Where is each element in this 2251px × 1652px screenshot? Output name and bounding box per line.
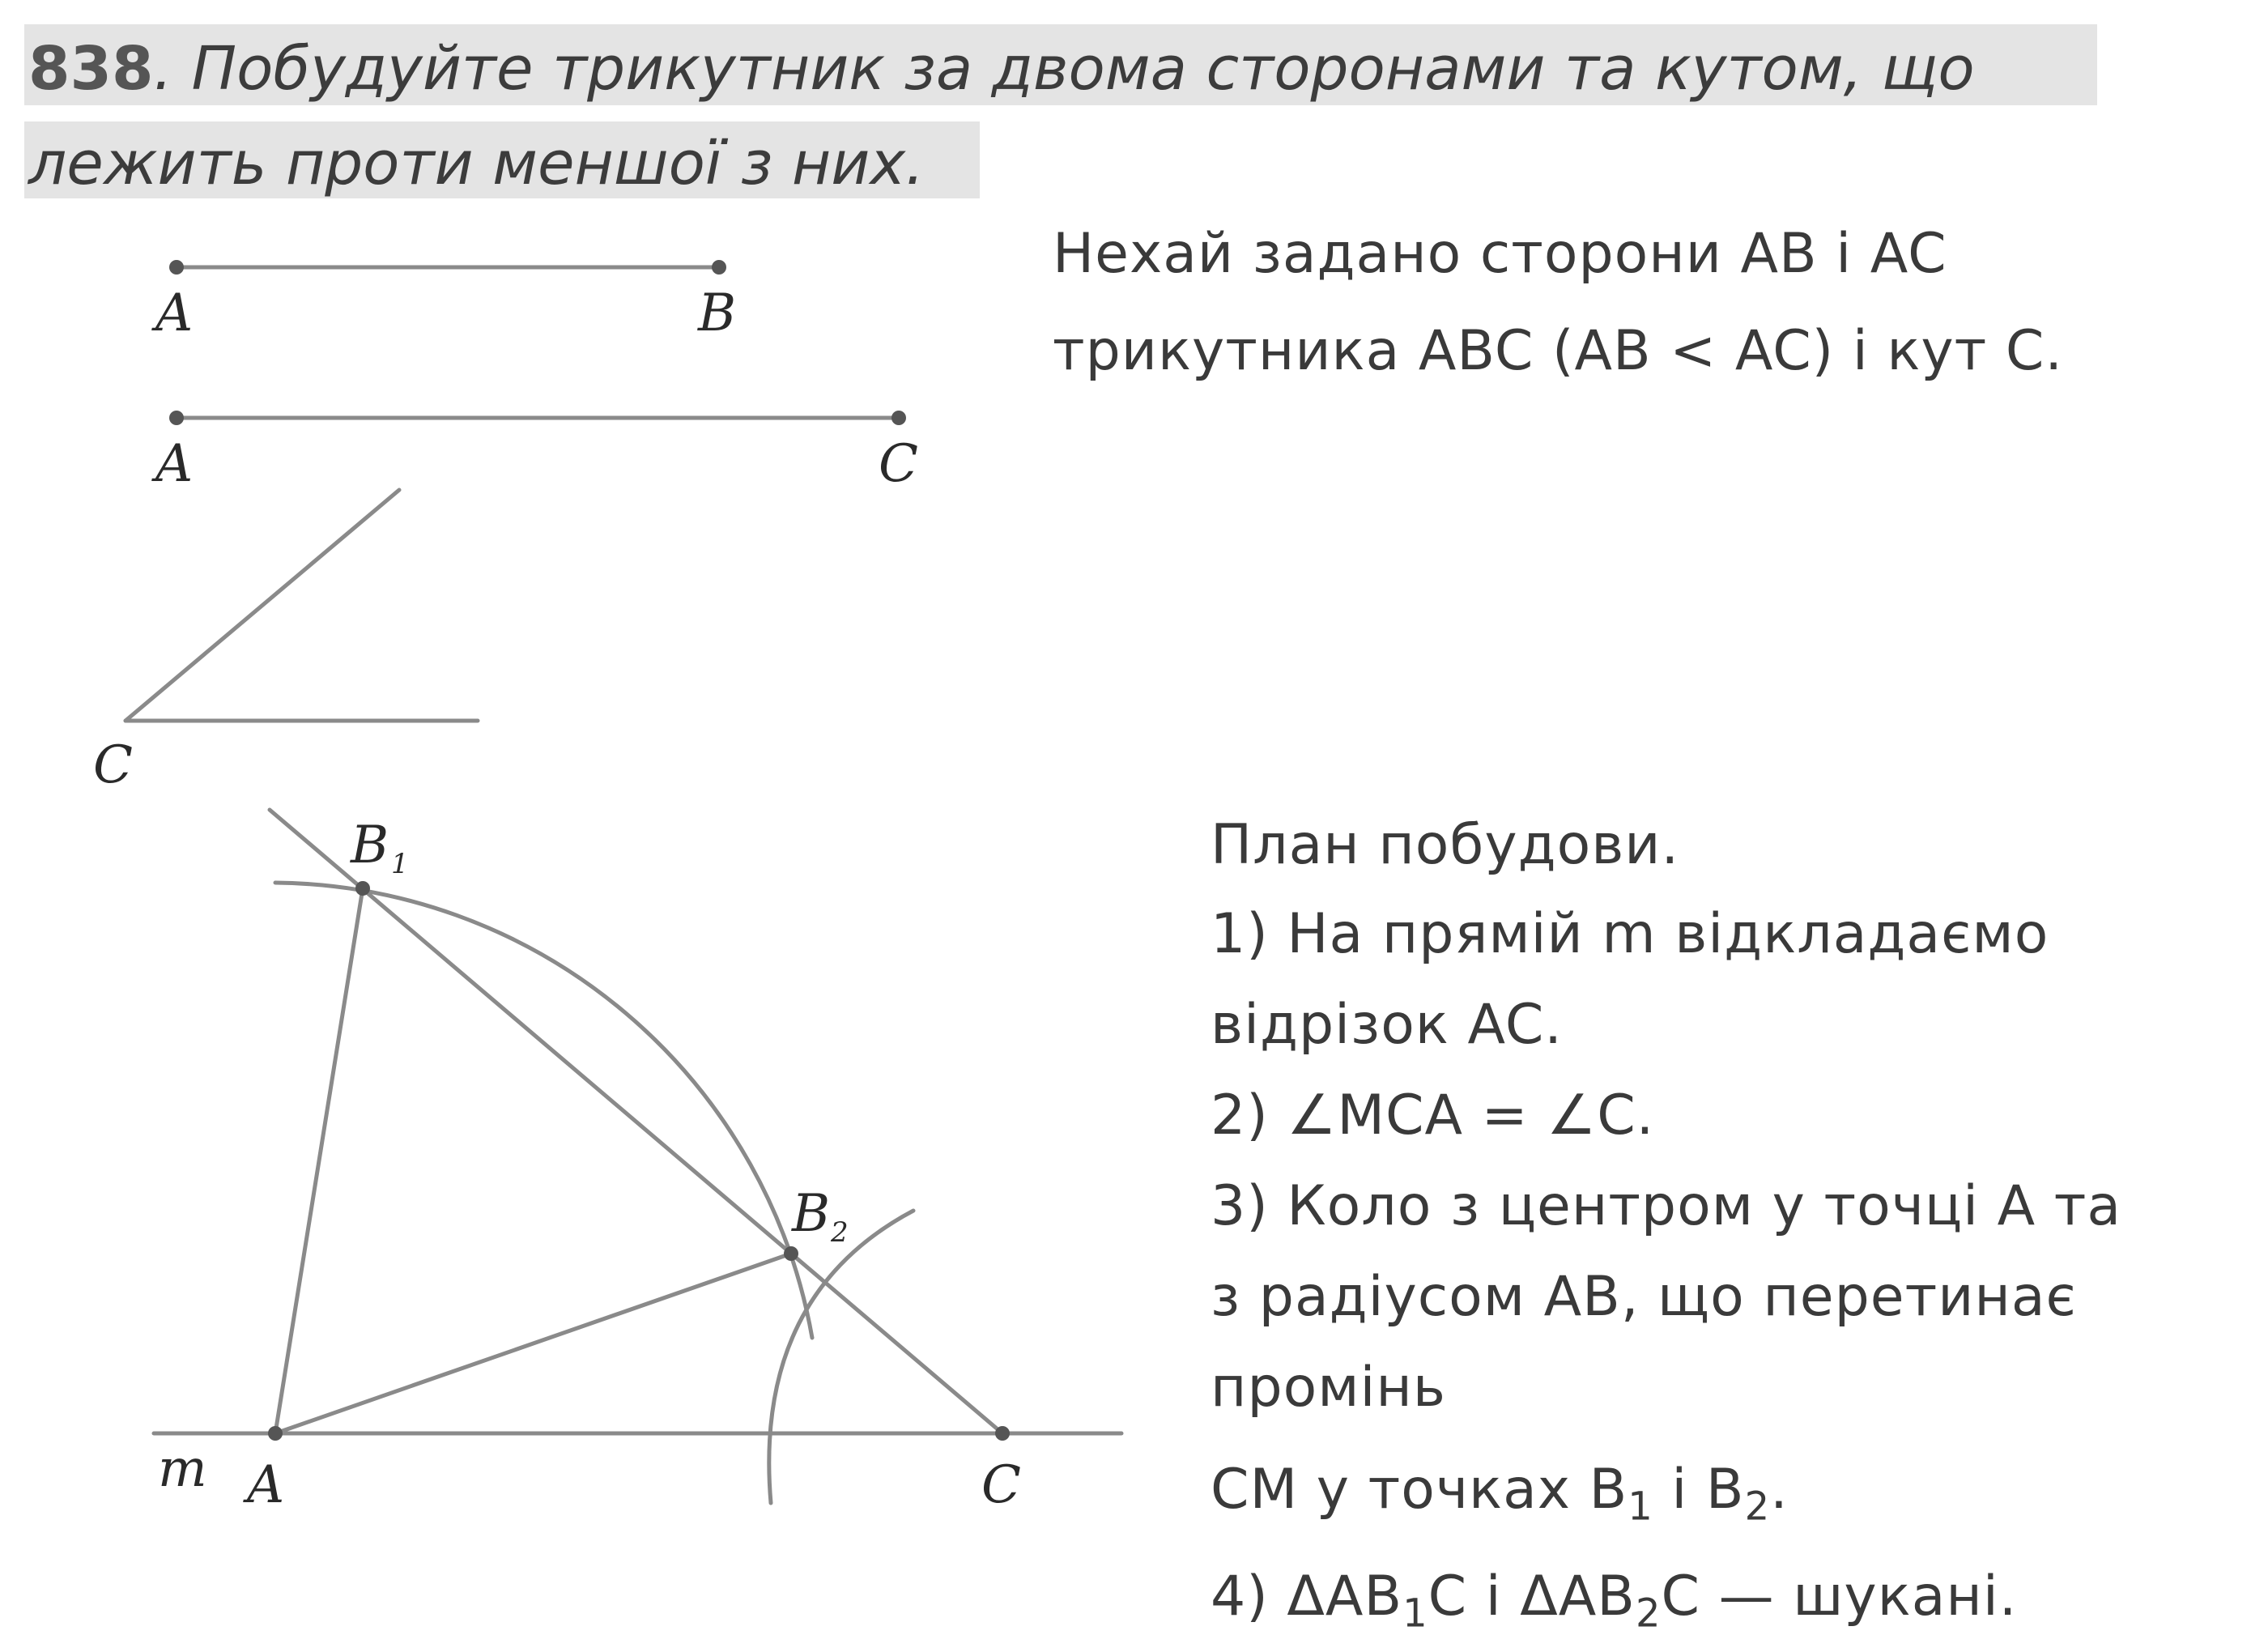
- label-seg2-c: C: [879, 434, 918, 494]
- label-seg1-b: B: [698, 283, 737, 343]
- point-seg1-b: [712, 260, 726, 275]
- label-c: C: [981, 1455, 1021, 1515]
- given-line2: трикутника ABC (AB < AC) і кут C.: [1053, 319, 2063, 383]
- point-seg2-a: [169, 411, 184, 425]
- label-b1-sub: 1: [391, 848, 409, 880]
- plan-step3-line3: промінь: [1211, 1356, 1446, 1420]
- task-number: 838: [28, 34, 154, 104]
- plan-step3-line4-pre: CM у точках B: [1211, 1458, 1628, 1522]
- angle-c-ray-upper: [126, 490, 399, 721]
- plan-step4-mid: C і ΔAB: [1428, 1565, 1636, 1629]
- plan-step3-line4-post: .: [1770, 1458, 1789, 1522]
- plan-step3-sub1: 1: [1628, 1484, 1653, 1530]
- point-seg1-a: [169, 260, 184, 275]
- plan-step3-sub2: 2: [1744, 1484, 1771, 1530]
- plan-step3-line1: 3) Коло з центром у точці A та: [1211, 1174, 2122, 1238]
- point-c: [995, 1426, 1010, 1441]
- point-seg2-c: [891, 411, 906, 425]
- ray-cm: [270, 810, 1002, 1433]
- point-b2: [784, 1246, 798, 1261]
- plan-step4-pre: 4) ΔAB: [1211, 1565, 1403, 1629]
- task-text-line2: лежить проти меншої з них.: [28, 129, 925, 198]
- plan-step4-sub1: 1: [1402, 1590, 1428, 1637]
- point-a: [268, 1426, 283, 1441]
- label-b2: B: [792, 1184, 831, 1244]
- side-ab2: [275, 1254, 791, 1433]
- label-seg1-a: A: [155, 283, 194, 343]
- plan-step2: 2) ∠MCA = ∠C.: [1211, 1084, 1655, 1147]
- plan-step3-line4-mid: і B: [1653, 1458, 1745, 1522]
- arc-radius-ab: [275, 883, 812, 1338]
- plan-title: План побудови.: [1211, 813, 1680, 877]
- label-angle-c: C: [93, 735, 133, 795]
- given-line1: Нехай задано сторони AB і AC: [1053, 222, 1947, 286]
- point-b1: [355, 881, 370, 896]
- label-b2-sub: 2: [831, 1216, 849, 1249]
- task-text-line1: . Побудуйте трикутник за двома сторонами та кутом, що: [153, 34, 1975, 104]
- label-b1: B: [351, 815, 389, 875]
- plan-step4-post: C — шукані.: [1661, 1565, 2018, 1629]
- plan-step3-line2: з радіусом AB, що перетинає: [1211, 1265, 2077, 1329]
- plan-step1-line2: відрізок AC.: [1211, 993, 1563, 1057]
- label-seg2-a: A: [155, 434, 194, 494]
- side-ab1: [275, 888, 363, 1433]
- plan-step1-line1: 1) На прямій m відкладаємо: [1211, 902, 2049, 966]
- label-a: A: [247, 1455, 285, 1515]
- plan-step4-sub2: 2: [1635, 1590, 1662, 1637]
- label-m: m: [158, 1439, 207, 1499]
